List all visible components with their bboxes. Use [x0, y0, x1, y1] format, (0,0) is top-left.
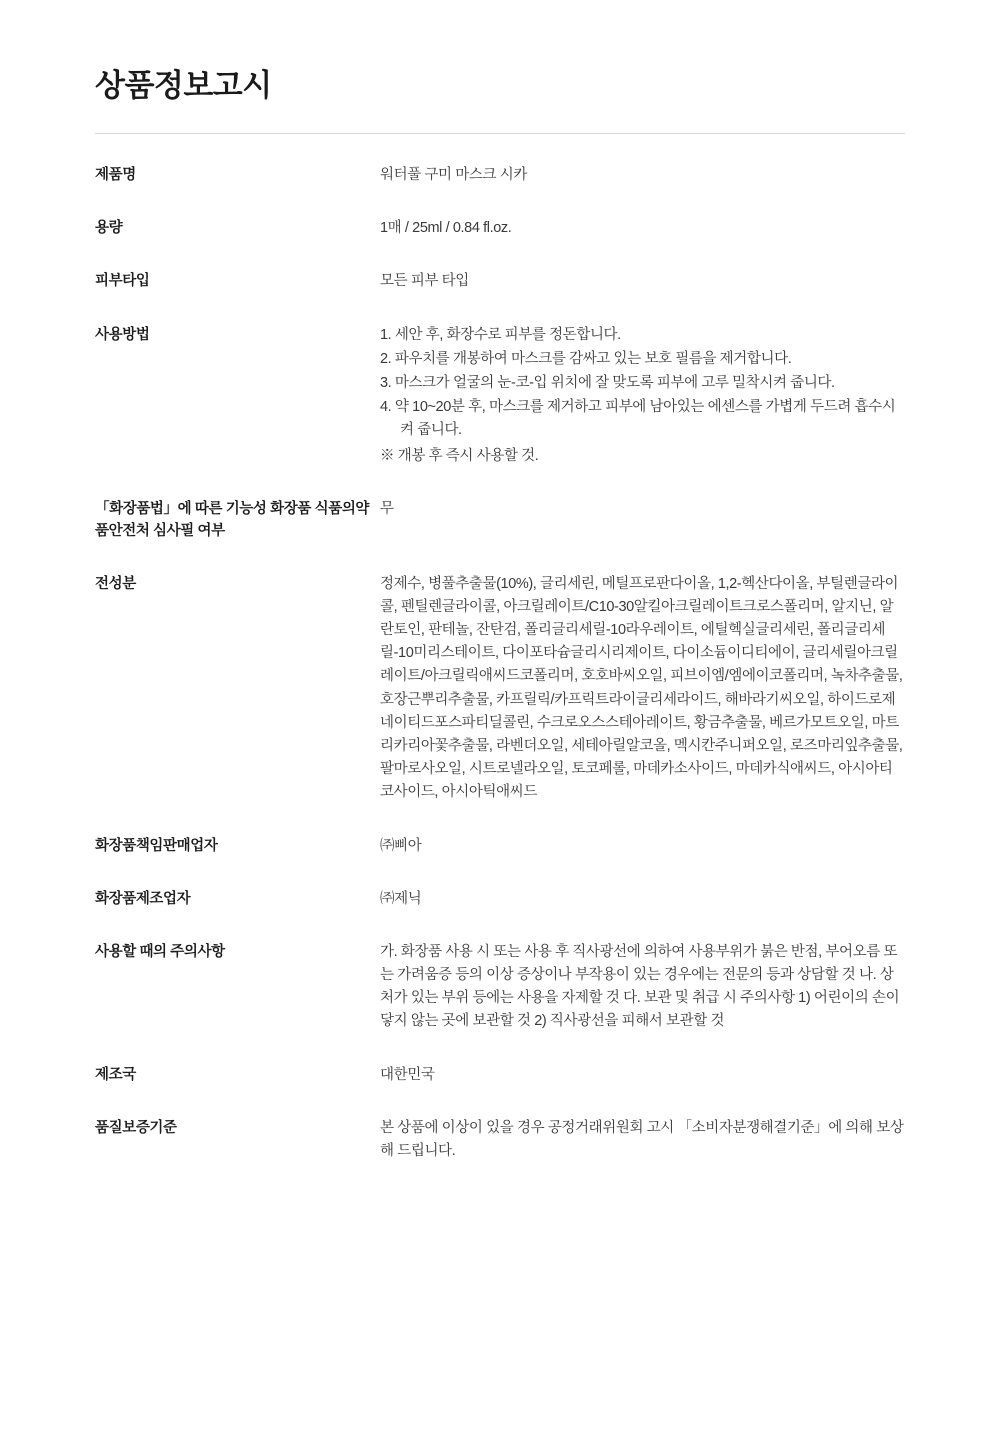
- row-label: 제품명: [95, 167, 136, 183]
- list-item: 4. 약 10~20분 후, 마스크를 제거하고 피부에 남아있는 에센스를 가볍게 두드려 흡수시켜 줍니다.: [380, 399, 896, 439]
- row-value: 무: [380, 500, 394, 517]
- title-divider: [95, 133, 905, 134]
- row-value: 1매 / 25ml / 0.84 fl.oz.: [380, 220, 512, 237]
- row-label: 사용방법: [95, 326, 150, 343]
- row-value: 대한민국: [380, 1066, 435, 1083]
- row-value: 본 상품에 이상이 있을 경우 공정거래위원회 고시 「소비자분쟁해결기준」에 의해 보상해 드립니다.: [380, 1119, 904, 1159]
- row-value: [380, 324, 905, 498]
- product-info-table: [95, 164, 905, 1193]
- row-label: 화장품제조업자: [95, 890, 191, 907]
- row-label: 품질보증기준: [95, 1119, 177, 1136]
- row-label: 「화장품법」에 따른 기능성 화장품 식품의약품안전처 심사필 여부: [95, 500, 370, 540]
- row-value: 모든 피부 타입: [380, 273, 469, 290]
- row-value: ㈜삐아: [380, 837, 422, 854]
- table-row: [95, 270, 905, 323]
- table-row: [95, 573, 905, 835]
- list-item: 2. 파우치를 개봉하여 마스크를 감싸고 있는 보호 필름을 제거합니다.: [380, 350, 792, 367]
- table-row: [95, 941, 905, 1064]
- usage-note: ※ 개봉 후 즉시 사용할 것.: [380, 447, 539, 464]
- row-label: 제조국: [95, 1066, 136, 1083]
- row-value: 가. 화장품 사용 시 또는 사용 후 직사광선에 의하여 사용부위가 붉은 반점, 부어오름 또는 가려움증 등의 이상 증상이나 부작용이 있는 경우에는 전문의 등과 상담할 것 나. 상처가 있는 부위 등에는 사용을 자제할 것 다. 보관 및 취급 시 주의사항 1) 어린이의 손이 닿지 않는 곳에 보관할 것 2) 직사광선을 피해서 보관할 것: [380, 943, 900, 1030]
- row-label: 전성분: [95, 575, 136, 592]
- table-row: [95, 1117, 905, 1193]
- table-row: [95, 1064, 905, 1117]
- usage-steps-list: [380, 324, 905, 443]
- row-value: 워터풀 구미 마스크 시카: [380, 167, 527, 183]
- list-item: 3. 마스크가 얼굴의 눈-코-입 위치에 잘 맞도록 피부에 고루 밀착시켜 줍니다.: [380, 374, 835, 391]
- page-title: 상품정보고시: [95, 68, 272, 103]
- row-label: 화장품책임판매업자: [95, 837, 218, 854]
- row-label: 사용할 때의 주의사항: [95, 943, 225, 960]
- row-value: 정제수, 병풀추출물(10%), 글리세린, 메틸프로판다이올, 1,2-헥산다이올, 부틸렌글라이콜, 펜틸렌글라이콜, 아크릴레이트/C10-30알킬아크릴레이트크로스폴리머, 알지닌, 알란토인, 판테놀, 잔탄검, 폴리글리세릴-10라우레이트, 에틸헥실글리세린, 폴리글리세릴-10미리스테이트, 다이포타슘글리시리제이트, 다이소듐이디티에이, 글리세릴아크릴레이트/아크릴릭애씨드코폴리머, 호호바씨오일, 피브이엠/엠에이코폴리머, 녹차추출물, 호장근뿌리추출물, 카프릴릭/카프릭트라이글리세라이드, 해바라기씨오일, 하이드로제네이티드포스파티딜콜린, 수크로오스스테아레이트, 황금추출물, 베르가모트오일, 마트리카리아꽃추출물, 라벤더오일, 세테아릴알코올, 멕시칸주니퍼오일, 로즈마리잎추출물, 팔마로사오일, 시트로넬라오일, 토코페롤, 마데카소사이드, 마데카식애씨드, 아시아티코사이드, 아시아틱애씨드: [380, 575, 903, 801]
- list-item: 1. 세안 후, 화장수로 피부를 정돈합니다.: [380, 326, 621, 343]
- row-label: 피부타입: [95, 273, 150, 290]
- row-label: 용량: [95, 220, 123, 237]
- table-row: [95, 217, 905, 270]
- table-row: [95, 835, 905, 888]
- row-value: ㈜제닉: [380, 890, 422, 907]
- table-row: [95, 324, 905, 498]
- table-row: [95, 888, 905, 941]
- table-row: [95, 164, 905, 217]
- table-row: [95, 498, 905, 573]
